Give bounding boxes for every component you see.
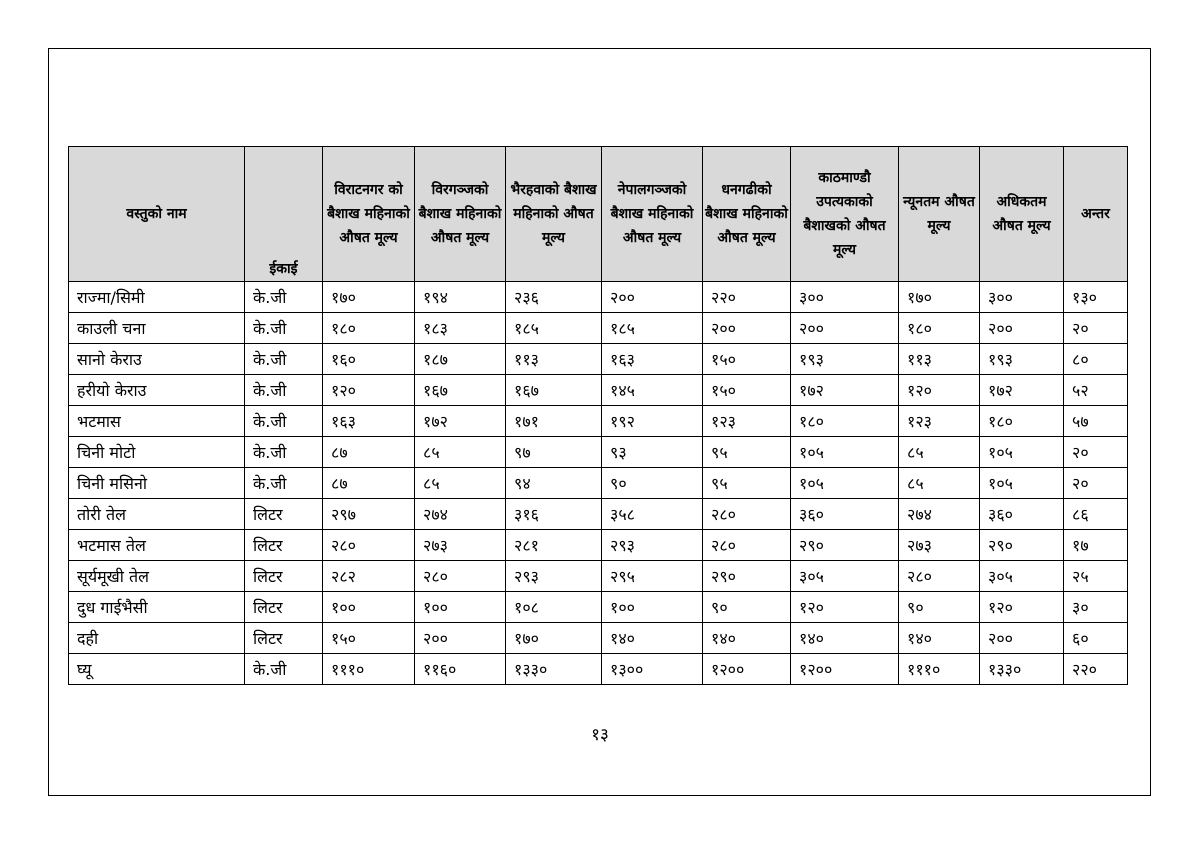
cell-biratnagar: १६० bbox=[323, 344, 415, 375]
cell-minimum: ११३ bbox=[899, 344, 980, 375]
cell-nepalgunj: १३०० bbox=[602, 654, 703, 685]
cell-biratnagar: ८७ bbox=[323, 437, 415, 468]
header-kathmandu: काठमाण्डौ उपत्यकाको बैशाखको औषत मूल्य bbox=[791, 147, 899, 282]
cell-biratnagar: २८२ bbox=[323, 561, 415, 592]
cell-minimum: ८५ bbox=[899, 437, 980, 468]
cell-maximum: ३०५ bbox=[980, 561, 1064, 592]
header-unit: ईकाई bbox=[245, 147, 323, 282]
cell-item-name: सूर्यमूखी तेल bbox=[69, 561, 245, 592]
cell-difference: ८६ bbox=[1064, 499, 1128, 530]
header-difference: अन्तर bbox=[1064, 147, 1128, 282]
cell-item-name: राज्मा/सिमी bbox=[69, 282, 245, 313]
table-row bbox=[69, 499, 1128, 530]
cell-birgunj: १८३ bbox=[415, 313, 506, 344]
header-row bbox=[69, 147, 1128, 282]
cell-dhangadhi: ९५ bbox=[703, 437, 791, 468]
cell-item-name: भटमास bbox=[69, 406, 245, 437]
cell-nepalgunj: १९२ bbox=[602, 406, 703, 437]
cell-bhairahawa: १८५ bbox=[506, 313, 602, 344]
table-row bbox=[69, 654, 1128, 685]
cell-difference: २० bbox=[1064, 468, 1128, 499]
header-maximum: अधिकतम औषत मूल्य bbox=[980, 147, 1064, 282]
cell-item-name: सानो केराउ bbox=[69, 344, 245, 375]
table-row bbox=[69, 468, 1128, 499]
cell-bhairahawa: १३३० bbox=[506, 654, 602, 685]
cell-difference: २० bbox=[1064, 437, 1128, 468]
cell-dhangadhi: ९० bbox=[703, 592, 791, 623]
cell-maximum: १०५ bbox=[980, 468, 1064, 499]
cell-nepalgunj: १०० bbox=[602, 592, 703, 623]
cell-unit: के.जी bbox=[245, 406, 323, 437]
cell-difference: ८० bbox=[1064, 344, 1128, 375]
cell-maximum: १३३० bbox=[980, 654, 1064, 685]
cell-nepalgunj: ३५८ bbox=[602, 499, 703, 530]
cell-unit: के.जी bbox=[245, 313, 323, 344]
cell-nepalgunj: ९३ bbox=[602, 437, 703, 468]
cell-kathmandu: १४० bbox=[791, 623, 899, 654]
cell-difference: ५२ bbox=[1064, 375, 1128, 406]
cell-unit: के.जी bbox=[245, 437, 323, 468]
cell-kathmandu: २०० bbox=[791, 313, 899, 344]
table-body bbox=[69, 282, 1128, 685]
cell-difference: २० bbox=[1064, 313, 1128, 344]
cell-kathmandu: १२० bbox=[791, 592, 899, 623]
cell-bhairahawa: २९३ bbox=[506, 561, 602, 592]
cell-bhairahawa: ९४ bbox=[506, 468, 602, 499]
cell-biratnagar: १७० bbox=[323, 282, 415, 313]
cell-minimum: २७४ bbox=[899, 499, 980, 530]
cell-difference: २२० bbox=[1064, 654, 1128, 685]
cell-unit: के.जी bbox=[245, 468, 323, 499]
cell-bhairahawa: २८१ bbox=[506, 530, 602, 561]
cell-minimum: १२३ bbox=[899, 406, 980, 437]
cell-unit: लिटर bbox=[245, 530, 323, 561]
cell-maximum: १८० bbox=[980, 406, 1064, 437]
cell-birgunj: ८५ bbox=[415, 437, 506, 468]
cell-maximum: १०५ bbox=[980, 437, 1064, 468]
cell-difference: २५ bbox=[1064, 561, 1128, 592]
cell-bhairahawa: ३१६ bbox=[506, 499, 602, 530]
cell-biratnagar: १८० bbox=[323, 313, 415, 344]
cell-bhairahawa: १०८ bbox=[506, 592, 602, 623]
cell-dhangadhi: २२० bbox=[703, 282, 791, 313]
cell-bhairahawa: १७० bbox=[506, 623, 602, 654]
cell-difference: ६० bbox=[1064, 623, 1128, 654]
cell-biratnagar: ८७ bbox=[323, 468, 415, 499]
cell-item-name: चिनी मसिनो bbox=[69, 468, 245, 499]
cell-biratnagar: १११० bbox=[323, 654, 415, 685]
cell-birgunj: १९४ bbox=[415, 282, 506, 313]
cell-minimum: १४० bbox=[899, 623, 980, 654]
price-table bbox=[68, 146, 1128, 685]
cell-minimum: ८५ bbox=[899, 468, 980, 499]
table-row bbox=[69, 313, 1128, 344]
cell-unit: लिटर bbox=[245, 592, 323, 623]
cell-item-name: दुध गाईभैसी bbox=[69, 592, 245, 623]
cell-difference: ५७ bbox=[1064, 406, 1128, 437]
cell-minimum: १८० bbox=[899, 313, 980, 344]
cell-birgunj: १६७ bbox=[415, 375, 506, 406]
cell-kathmandu: ३०५ bbox=[791, 561, 899, 592]
cell-biratnagar: २८० bbox=[323, 530, 415, 561]
cell-biratnagar: १५० bbox=[323, 623, 415, 654]
cell-bhairahawa: ९७ bbox=[506, 437, 602, 468]
header-birgunj: विरगञ्जको बैशाख महिनाको औषत मूल्य bbox=[415, 147, 506, 282]
cell-unit: के.जी bbox=[245, 375, 323, 406]
cell-item-name: घ्यू bbox=[69, 654, 245, 685]
cell-item-name: हरीयो केराउ bbox=[69, 375, 245, 406]
cell-bhairahawa: १६७ bbox=[506, 375, 602, 406]
header-nepalgunj: नेपालगञ्जको बैशाख महिनाको औषत मूल्य bbox=[602, 147, 703, 282]
cell-maximum: १७२ bbox=[980, 375, 1064, 406]
cell-item-name: तोरी तेल bbox=[69, 499, 245, 530]
cell-dhangadhi: १५० bbox=[703, 375, 791, 406]
cell-maximum: २९० bbox=[980, 530, 1064, 561]
table-row bbox=[69, 623, 1128, 654]
table-row bbox=[69, 282, 1128, 313]
cell-item-name: चिनी मोटो bbox=[69, 437, 245, 468]
cell-nepalgunj: १४० bbox=[602, 623, 703, 654]
header-item-name: वस्तुको नाम bbox=[69, 147, 245, 282]
table-row bbox=[69, 592, 1128, 623]
cell-birgunj: २०० bbox=[415, 623, 506, 654]
cell-minimum: २७३ bbox=[899, 530, 980, 561]
cell-unit: के.जी bbox=[245, 344, 323, 375]
cell-difference: १७ bbox=[1064, 530, 1128, 561]
cell-nepalgunj: ९० bbox=[602, 468, 703, 499]
header-biratnagar: विराटनगर को बैशाख महिनाको औषत मूल्य bbox=[323, 147, 415, 282]
cell-minimum: १११० bbox=[899, 654, 980, 685]
cell-minimum: ९० bbox=[899, 592, 980, 623]
cell-nepalgunj: १६३ bbox=[602, 344, 703, 375]
cell-bhairahawa: ११३ bbox=[506, 344, 602, 375]
cell-difference: १३० bbox=[1064, 282, 1128, 313]
table-row bbox=[69, 344, 1128, 375]
cell-dhangadhi: १२३ bbox=[703, 406, 791, 437]
table-row bbox=[69, 437, 1128, 468]
cell-dhangadhi: २९० bbox=[703, 561, 791, 592]
cell-unit: के.जी bbox=[245, 654, 323, 685]
table-row bbox=[69, 375, 1128, 406]
cell-kathmandu: ३०० bbox=[791, 282, 899, 313]
cell-nepalgunj: २९५ bbox=[602, 561, 703, 592]
cell-item-name: दही bbox=[69, 623, 245, 654]
cell-birgunj: ८५ bbox=[415, 468, 506, 499]
cell-nepalgunj: १४५ bbox=[602, 375, 703, 406]
cell-kathmandu: १७२ bbox=[791, 375, 899, 406]
cell-maximum: १२० bbox=[980, 592, 1064, 623]
cell-dhangadhi: ९५ bbox=[703, 468, 791, 499]
cell-nepalgunj: २९३ bbox=[602, 530, 703, 561]
cell-nepalgunj: २०० bbox=[602, 282, 703, 313]
cell-dhangadhi: २८० bbox=[703, 530, 791, 561]
cell-biratnagar: १०० bbox=[323, 592, 415, 623]
cell-unit: लिटर bbox=[245, 623, 323, 654]
cell-unit: लिटर bbox=[245, 499, 323, 530]
cell-bhairahawa: २३६ bbox=[506, 282, 602, 313]
cell-dhangadhi: १२०० bbox=[703, 654, 791, 685]
cell-biratnagar: १२० bbox=[323, 375, 415, 406]
cell-birgunj: २८० bbox=[415, 561, 506, 592]
cell-maximum: २०० bbox=[980, 313, 1064, 344]
header-minimum: न्यूनतम औषत मूल्य bbox=[899, 147, 980, 282]
cell-nepalgunj: १८५ bbox=[602, 313, 703, 344]
header-bhairahawa: भैरहवाको बैशाख महिनाको औषत मूल्य bbox=[506, 147, 602, 282]
cell-maximum: २०० bbox=[980, 623, 1064, 654]
cell-birgunj: १०० bbox=[415, 592, 506, 623]
cell-dhangadhi: २८० bbox=[703, 499, 791, 530]
cell-biratnagar: २९७ bbox=[323, 499, 415, 530]
cell-item-name: भटमास तेल bbox=[69, 530, 245, 561]
cell-kathmandu: २९० bbox=[791, 530, 899, 561]
cell-birgunj: २७३ bbox=[415, 530, 506, 561]
header-dhangadhi: धनगढीको बैशाख महिनाको औषत मूल्य bbox=[703, 147, 791, 282]
cell-unit: के.जी bbox=[245, 282, 323, 313]
cell-dhangadhi: २०० bbox=[703, 313, 791, 344]
cell-item-name: काउली चना bbox=[69, 313, 245, 344]
cell-dhangadhi: १५० bbox=[703, 344, 791, 375]
cell-kathmandu: १०५ bbox=[791, 468, 899, 499]
cell-dhangadhi: १४० bbox=[703, 623, 791, 654]
cell-maximum: १९३ bbox=[980, 344, 1064, 375]
cell-birgunj: १७२ bbox=[415, 406, 506, 437]
cell-unit: लिटर bbox=[245, 561, 323, 592]
table-row bbox=[69, 561, 1128, 592]
table-row bbox=[69, 530, 1128, 561]
cell-difference: ३० bbox=[1064, 592, 1128, 623]
cell-minimum: १७० bbox=[899, 282, 980, 313]
cell-kathmandu: ३६० bbox=[791, 499, 899, 530]
cell-birgunj: २७४ bbox=[415, 499, 506, 530]
cell-maximum: ३६० bbox=[980, 499, 1064, 530]
cell-birgunj: १८७ bbox=[415, 344, 506, 375]
table-row bbox=[69, 406, 1128, 437]
cell-bhairahawa: १७१ bbox=[506, 406, 602, 437]
cell-kathmandu: १२०० bbox=[791, 654, 899, 685]
page-number: १३ bbox=[591, 725, 609, 745]
cell-maximum: ३०० bbox=[980, 282, 1064, 313]
cell-biratnagar: १६३ bbox=[323, 406, 415, 437]
cell-kathmandu: १८० bbox=[791, 406, 899, 437]
cell-minimum: १२० bbox=[899, 375, 980, 406]
cell-minimum: २८० bbox=[899, 561, 980, 592]
cell-birgunj: ११६० bbox=[415, 654, 506, 685]
cell-kathmandu: १९३ bbox=[791, 344, 899, 375]
cell-kathmandu: १०५ bbox=[791, 437, 899, 468]
